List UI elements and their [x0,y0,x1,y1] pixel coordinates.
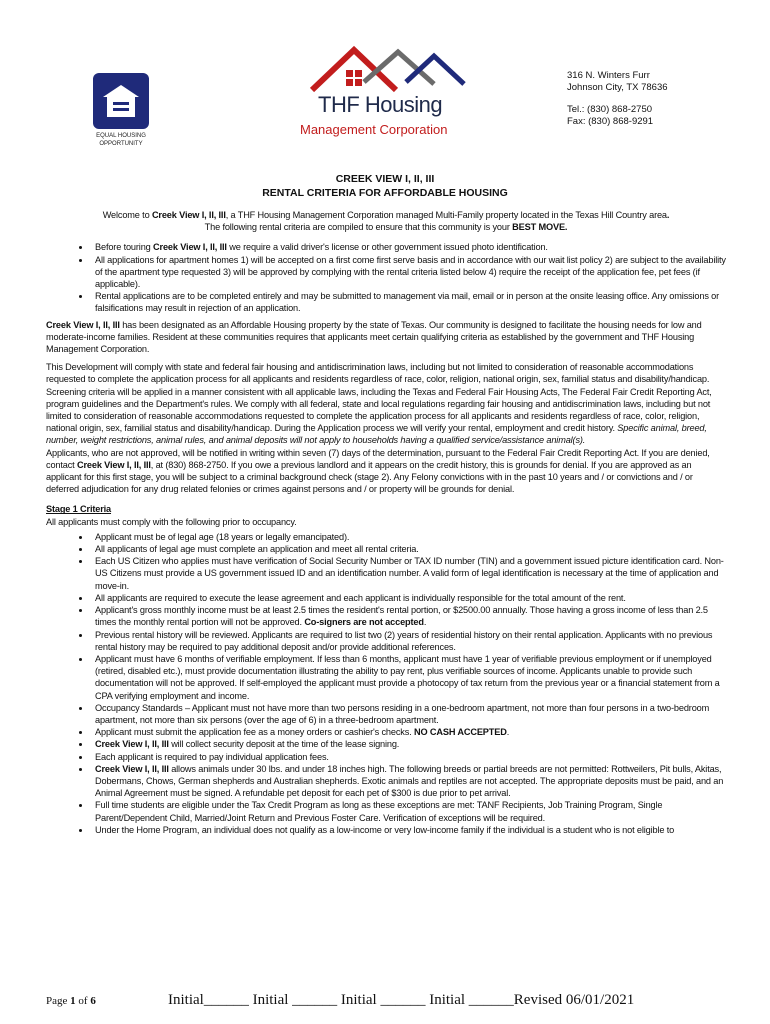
list-item: • Occupancy Standards – Applicant must not have more than two persons residing in a one-bedroom apartment, not more than four persons in a two-bedroom apartment, not more than six persons (over the age of 6) in a three-bedroom apartment. [91,702,726,726]
stage-1-list [46,531,726,836]
contact-block [567,70,672,128]
list-item: • Applicant's gross monthly income must be at least 2.5 times the resident's rental portion, or $2500.00 annually. Those having a gross income of less than 2.5 times the monthly rental portion will not be approved. Co-signers are not accepted. [91,604,726,628]
logo-name: THF Housing [318,92,443,117]
initials-line: Initial______ Initial ______ Initial ______ Initial ______Revised 06/01/2021 [168,992,635,1008]
designation-paragraph: Creek View I, II, III has been designated as an Affordable Housing property by the state of Texas. Our community is designed to facilitate the housing needs for low and moderate-income families. Resident at these communities requires that applicants meet certain qualifying criteria as established by the government and THF Housing Management Corporation. [46,319,702,355]
document-title [0,172,770,200]
list-item: • Each applicant is required to pay individual application fees. [91,751,726,763]
list-item: • All applicants of legal age must complete an application and meet all rental criteria. [91,543,726,555]
roof-icon [302,42,472,94]
address-line-1: 316 N. Winters Furr [567,70,650,81]
list-item: • Creek View I, II, III will collect security deposit at the time of the lease signing. [91,738,726,750]
list-item: • Previous rental history will be reviewed. Applicants are required to list two (2) years of residential history on their rental application. Applicants with no previous rental history may be required to pay additional deposit and/or provide additional references. [91,629,726,653]
list-item: • All applications for apartment homes 1) will be accepted on a first come first serve basis and in accordance with our wait list policy 2) are subject to the availability of the apartment type requested 3) will be approved by complying with the rental criteria listed below 4) require the receipt of the application fee, pet fees (if applicable). [91,254,726,291]
equal-housing-logo [90,73,152,148]
equal-housing-label: EQUAL HOUSING OPPORTUNITY [96,133,146,147]
company-logo [288,42,488,142]
title-line-2: RENTAL CRITERIA FOR AFFORDABLE HOUSING [262,187,508,199]
list-item: • Rental applications are to be completed entirely and may be submitted to management via mail, email or in person at the onsite leasing office. Any omissions or falsifications may result in rejection of an application. [91,290,726,314]
telephone: Tel.: (830) 868-2750 [567,104,653,115]
intro-line-2: The following rental criteria are compiled to ensure that this community is your BEST MOVE. [204,222,568,233]
denial-paragraph: Applicants, who are not approved, will be notified in writing within seven (7) days of the determination, pursuant to the Federal Fair Credit Reporting Act. If you are denied, contact Creek View I, II, III, at (830) 868-2750. If you owe a previous landlord and it appears on the credit history, this is grounds for denial. If you are approved as an applicant for this first stage, you will be subject to a criminal background check (stage 2). Any Felony convictions with in the past 10 years and / or convictions and / or deferred adjudication for any drug related felonies or crimes against persons and / or property will be grounds for denial. [46,447,710,495]
list-item: • Creek View I, II, III allows animals under 30 lbs. and under 18 inches high. The following breeds or partial breeds are not permitted: Rottweilers, Pit bulls, Akitas, Dobermans, Chows, German shepherds and Australian shepherds. Exotic animals and reptiles are not accepted. The appropriate deposits must be paid, and an Animal Agreement must be signed. A refundable pet deposit for each pet of $300 is due prior to pet arrival. [91,763,726,800]
list-item: • Applicant must submit the application fee as a money orders or cashier's checks. NO CASH ACCEPTED. [91,726,726,738]
equal-housing-icon [93,73,149,129]
document-body [46,209,726,840]
list-item: • All applicants are required to execute the lease agreement and each applicant is individually responsible for the total amount of the rent. [91,592,726,604]
stage-1-heading: Stage 1 Criteria [46,504,112,515]
page-number: Page 1 of 6 [46,995,96,1007]
logo-subtitle: Management Corporation [300,122,448,137]
screening-paragraph: Screening criteria will be applied in a manner consistent with all applicable laws, including the Texas and Federal Fair Housing Acts, The Federal Fair Credit Reporting Act, program guidelines and the Department's rules. We comply with all federal, state and local regulations regarding fair housing and antidiscrimination laws, including but not limited to consideration of reasonable accommodations requested to complete the application process for all applicants and residents regardless of race, color, religion, national origin, sex, familial status and disability/handicap. During the Application process we will verify your rental, employment and credit history. Specific animal, breed, number, weight restrictions, animal rules, and animal deposits will not apply to households having a qualified service/assistance animal(s). [46,386,712,446]
list-item: • Applicant must have 6 months of verifiable employment. If less than 6 months, applicant must have 1 year of verifiable previous employment or if unemployed (retired, disabled etc.), must provide documentation illustrating the ability to pay rent, plus verifiable sources of income. Applicants unable to provide such documentation will not be approved. If self-employed the applicant must provide a photocopy of tax return from the previous year or a financial statement from a CPA verifying employment and income. [91,653,726,702]
address-line-2: Johnson City, TX 78636 [567,82,668,93]
intro-bullet-list [46,241,726,314]
intro-line-1: Welcome to Creek View I, II, III, a THF Housing Management Corporation managed Multi-Family property located in the Texas Hill Country area. [102,210,670,220]
compliance-paragraph: This Development will comply with state and federal fair housing and antidiscrimination laws, including but not limited to consideration of reasonable accommodations requested to complete the application process for all applicants and residents regardless of race, color, religion, national origin, sex, familial status and disability/handicap. [46,362,710,385]
list-item: • Under the Home Program, an individual does not qualify as a low-income or very low-income family if the individual is a student who is not eligible to [91,824,726,836]
list-item: • Each US Citizen who applies must have verification of Social Security Number or TAX ID number (TIN) and a government issued picture identification card. Non-US Citizens must provide a US government issued ID and an identification number. A valid form of legal identification is necessary at the time of application and move-in. [91,555,726,592]
list-item: • Applicant must be of legal age (18 years or legally emancipated). [91,531,726,543]
list-item: • Before touring Creek View I, II, III we require a valid driver's license or other government issued photo identification. [91,241,726,253]
fax: Fax: (830) 868-9291 [567,116,654,127]
stage-1-lead: All applicants must comply with the following prior to occupancy. [46,516,297,527]
list-item: • Full time students are eligible under the Tax Credit Program as long as these exceptions are met: TANF Recipients, Job Training Program, Single Parent/Dependent Child, Married/Joint Return and Previous Foster Care. Verification of exceptions will be required. [91,799,726,823]
title-line-1: CREEK VIEW I, II, III [335,173,435,185]
